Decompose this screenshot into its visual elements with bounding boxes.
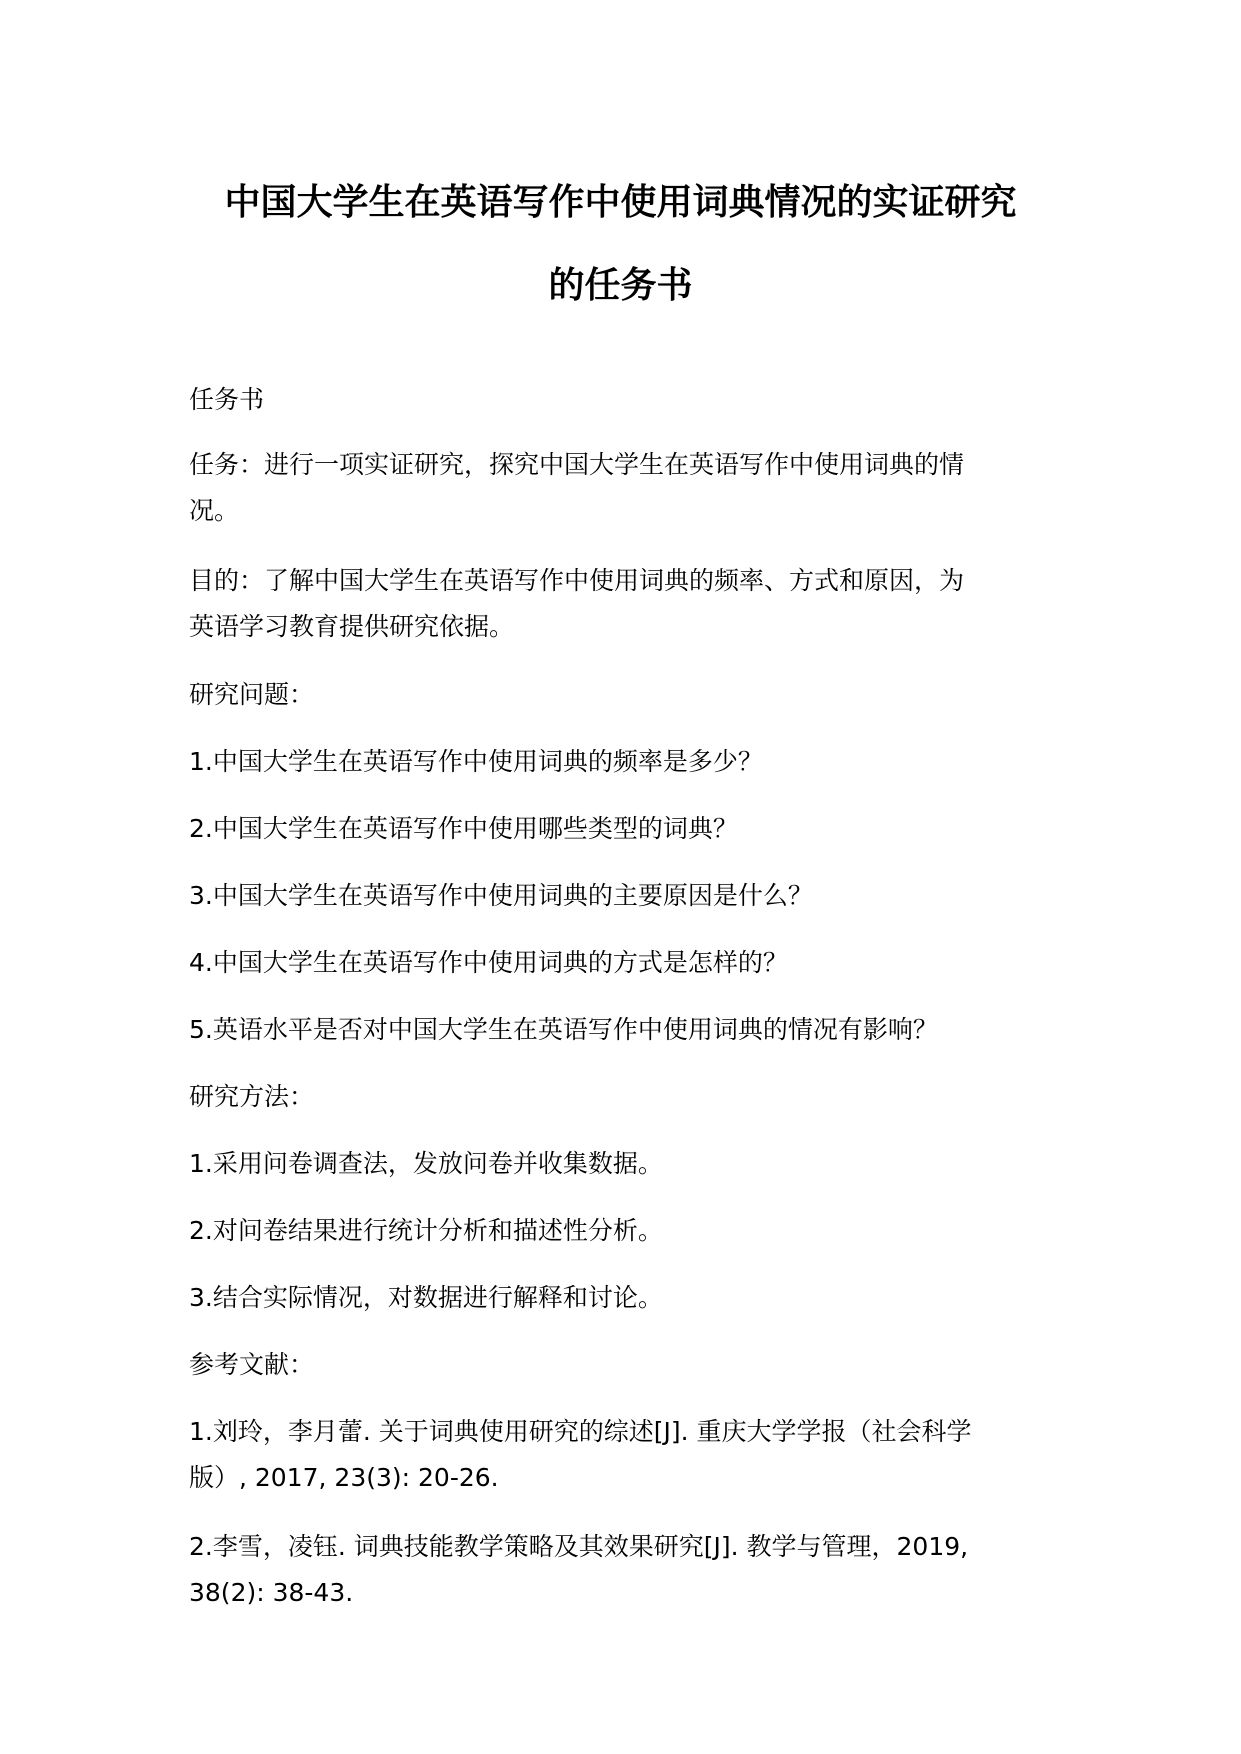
research-method-item: 2.对问卷结果进行统计分析和描述性分析。: [189, 1216, 663, 1245]
reference-item-line-1: 2.李雪，凌钰. 词典技能教学策略及其效果研究[J]. 教学与管理，2019,: [189, 1532, 969, 1561]
research-method-item: 1.采用问卷调查法，发放问卷并收集数据。: [189, 1149, 663, 1178]
research-question-item: 2.中国大学生在英语写作中使用哪些类型的词典？: [189, 814, 738, 843]
task-text-line-1: 任务：进行一项实证研究，探究中国大学生在英语写作中使用词典的情: [189, 450, 965, 479]
task-book-heading: 任务书: [189, 385, 265, 414]
document-title-line-1: 中国大学生在英语写作中使用词典情况的实证研究: [224, 182, 1017, 223]
reference-item-line-2: 版）, 2017, 23(3): 20-26.: [189, 1463, 499, 1492]
research-question-item: 4.中国大学生在英语写作中使用词典的方式是怎样的？: [189, 948, 788, 977]
task-text-line-2: 况。: [189, 496, 240, 525]
research-method-item: 3.结合实际情况，对数据进行解释和讨论。: [189, 1283, 663, 1312]
purpose-text-line-1: 目的：了解中国大学生在英语写作中使用词典的频率、方式和原因，为: [189, 566, 965, 595]
document-title-line-2: 的任务书: [548, 265, 693, 306]
reference-item-line-2: 38(2): 38-43.: [189, 1578, 354, 1607]
research-methods-heading: 研究方法：: [189, 1082, 315, 1111]
research-question-item: 3.中国大学生在英语写作中使用词典的主要原因是什么？: [189, 881, 813, 910]
research-questions-heading: 研究问题：: [189, 680, 315, 709]
reference-item-line-1: 1.刘玲，李月蕾. 关于词典使用研究的综述[J]. 重庆大学学报（社会科学: [189, 1417, 972, 1446]
purpose-text-line-2: 英语学习教育提供研究依据。: [189, 612, 515, 641]
research-question-item: 1.中国大学生在英语写作中使用词典的频率是多少？: [189, 747, 763, 776]
references-heading: 参考文献：: [189, 1350, 315, 1379]
research-question-item: 5.英语水平是否对中国大学生在英语写作中使用词典的情况有影响？: [189, 1015, 938, 1044]
